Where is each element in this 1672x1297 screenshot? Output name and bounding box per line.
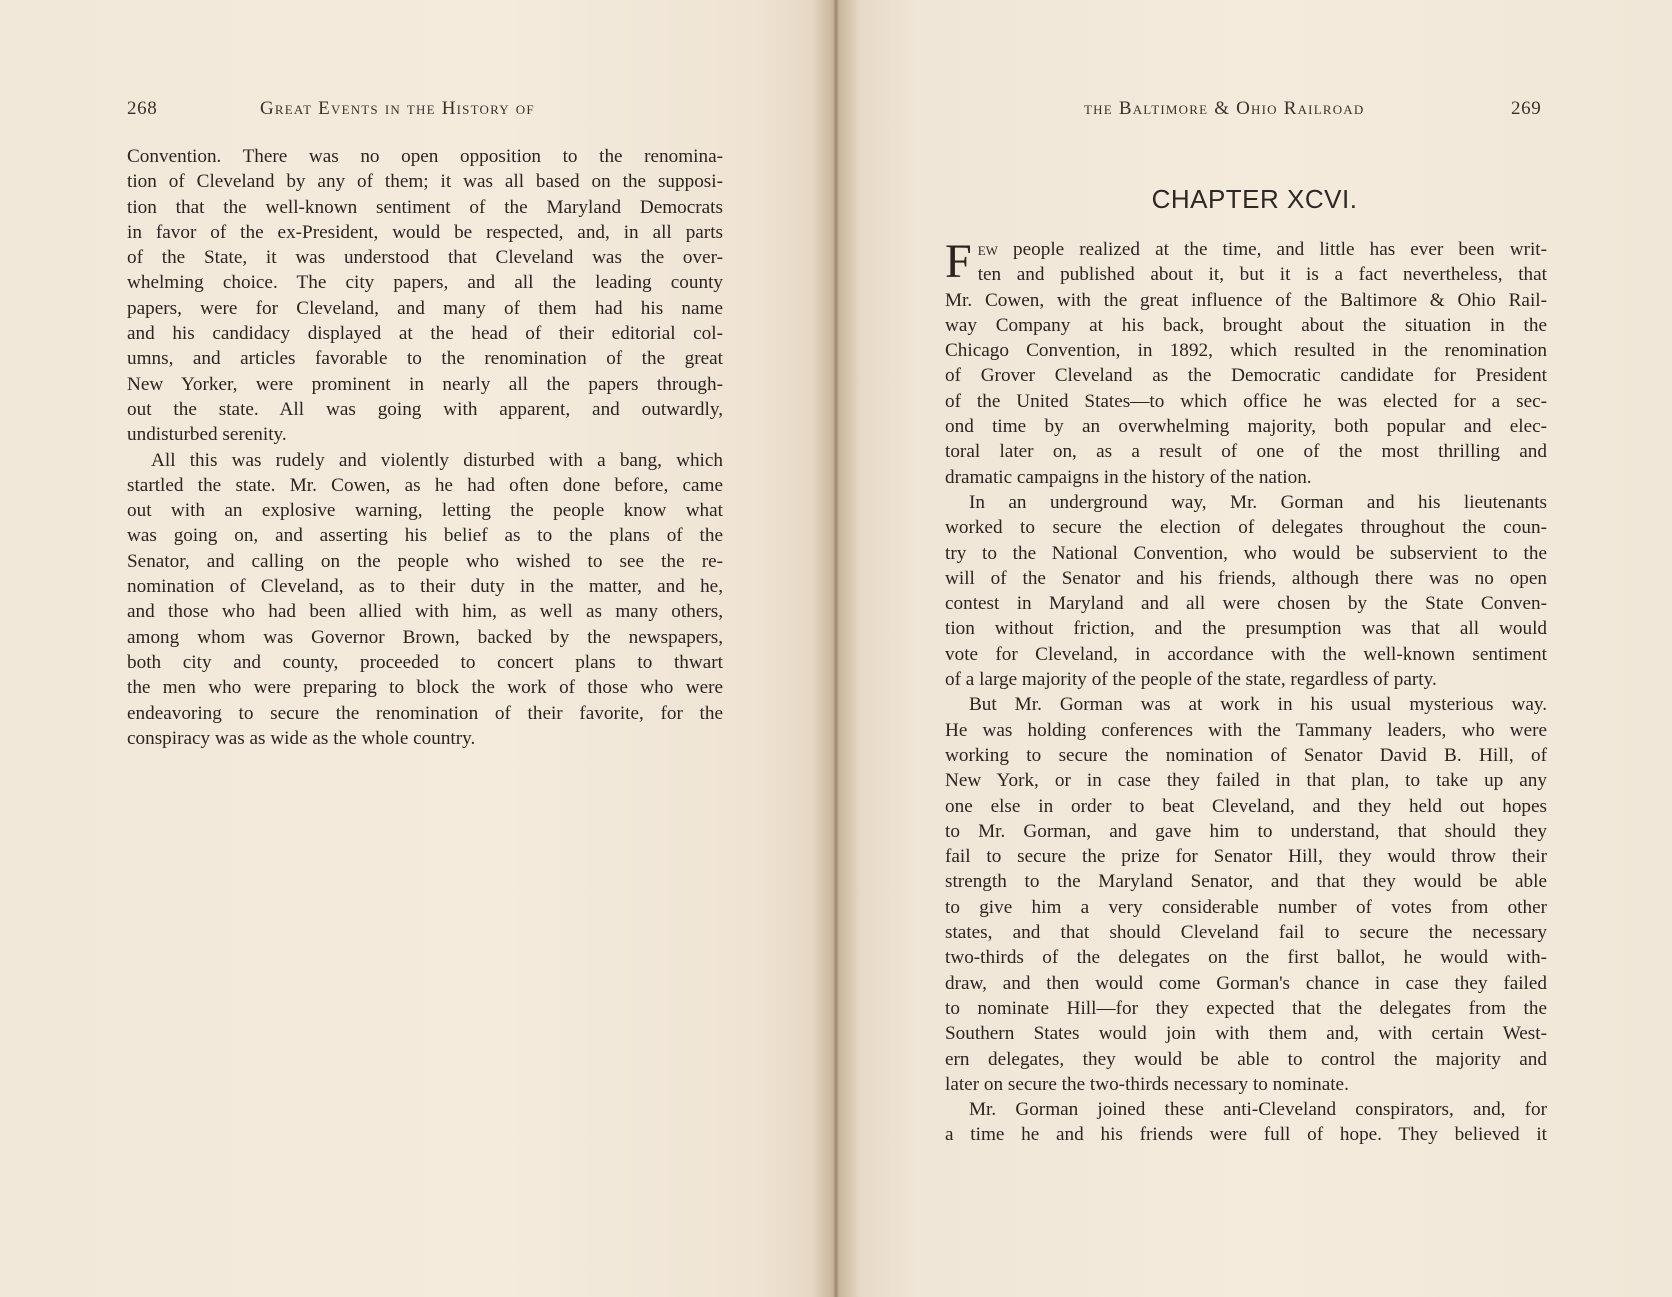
text-line: draw, and then would come Gorman's chance in case they failed — [945, 972, 1547, 994]
text-line: New Yorker, were prominent in nearly all the papers through- — [127, 373, 723, 395]
running-head-right-text: the Baltimore & Ohio Railroad — [1084, 98, 1365, 119]
paragraph-1-right-cont — [945, 288, 1547, 490]
text-line: out the state. All was going with apparent, and outwardly, — [127, 398, 723, 420]
text-line: of the United States—to which office he was elected for a sec- — [945, 390, 1547, 412]
text-line: Chicago Convention, in 1892, which resulted in the renomination — [945, 340, 1547, 362]
text-line: He was holding conferences with the Tammany leaders, who were — [945, 719, 1547, 741]
left-page-text — [127, 144, 723, 751]
paragraph-2-left — [127, 448, 723, 752]
text-line: Convention. There was no open opposition to the renomina- — [127, 146, 723, 167]
text-line: later on secure the two-thirds necessary to nominate. — [945, 1073, 1349, 1095]
paragraph-3-right — [945, 692, 1547, 1097]
text-line: working to secure the nomination of Senator David B. Hill, of — [945, 744, 1547, 766]
text-line: All this was rudely and violently disturbed with a bang, which — [151, 449, 723, 471]
text-line: worked to secure the election of delegates throughout the coun- — [945, 517, 1547, 539]
right-page — [837, 0, 1672, 1297]
text-line: to nominate Hill—for they expected that the delegates from the — [945, 997, 1547, 1019]
text-line: a time he and his friends were full of hope. They believed it — [945, 1124, 1547, 1146]
text-line: strength to the Maryland Senator, and that they would be able — [945, 871, 1547, 893]
text-line: of Grover Cleveland as the Democratic candidate for President — [945, 365, 1547, 387]
text-line: both city and county, proceeded to concert plans to thwart — [127, 651, 723, 673]
text-line: fail to secure the prize for Senator Hill, they would throw their — [945, 846, 1547, 868]
text-line: vote for Cleveland, in accordance with the well-known sentiment — [945, 643, 1547, 665]
text-line: states, and that should Cleveland fail to secure the necessary — [945, 922, 1547, 944]
text-line: Mr. Gorman joined these anti-Cleveland conspirators, and, for — [969, 1099, 1547, 1121]
text-line: Southern States would join with them and, with certain West- — [945, 1023, 1547, 1045]
text-line: of the State, it was understood that Cleveland was the over- — [127, 247, 723, 269]
running-head-left-text: Great Events in the History of — [260, 98, 535, 119]
text-line: tion that the well-known sentiment of the Maryland Democrats — [127, 196, 723, 218]
text-line: whelming choice. The city papers, and all the leading county — [127, 272, 723, 294]
text-line: contest in Maryland and all were chosen by the State Conven- — [945, 593, 1547, 615]
text-line: way Company at his back, brought about the situation in the — [945, 314, 1547, 336]
text-line: will of the Senator and his friends, although there was no open — [945, 567, 1547, 589]
text-line: umns, and articles favorable to the renomination of the great — [127, 348, 723, 370]
text-line: But Mr. Gorman was at work in his usual mysterious way. — [969, 694, 1547, 716]
text-line: In an underground way, Mr. Gorman and his lieutenants — [969, 491, 1547, 513]
page-number-left: 268 — [127, 98, 158, 119]
paragraph-4-right — [945, 1097, 1547, 1148]
text-line: was going on, and asserting his belief as to the plans of the — [127, 525, 723, 547]
text-line: New York, or in case they failed in that plan, to take up any — [945, 770, 1547, 792]
text-line: startled the state. Mr. Cowen, as he had often done before, came — [127, 474, 723, 496]
paragraph-1-right — [945, 237, 1547, 490]
text-line: out with an explosive warning, letting the people know what — [127, 500, 723, 522]
page-number-right: 269 — [1511, 98, 1542, 119]
text-line: ern delegates, they would be able to control the majority and — [945, 1048, 1547, 1070]
text-line: papers, were for Cleveland, and many of them had his name — [127, 297, 723, 319]
running-head-left — [260, 98, 535, 120]
text-line: ond time by an overwhelming majority, both popular and elec- — [945, 416, 1547, 438]
text-line: two-thirds of the delegates on the first ballot, he would with- — [945, 947, 1547, 969]
running-head-right — [1084, 98, 1364, 120]
text-line: to give him a very considerable number of votes from other — [945, 896, 1547, 918]
text-line: dramatic campaigns in the history of the nation. — [945, 466, 1312, 488]
text-line: Mr. Cowen, with the great influence of the Baltimore & Ohio Rail- — [945, 289, 1547, 311]
text-line: the men who were preparing to block the work of those who were — [127, 677, 723, 699]
text-line: nomination of Cleveland, as to their duty in the matter, and he, — [127, 576, 723, 598]
text-line: undisturbed serenity. — [127, 424, 287, 446]
text-line: try to the National Convention, who would be subservient to the — [945, 542, 1547, 564]
text-line: to Mr. Gorman, and gave him to understand, that should they — [945, 820, 1547, 842]
text-line: in favor of the ex-President, would be respected, and, in all parts — [127, 221, 723, 243]
text-line: and those who had been allied with him, as well as many others, — [127, 601, 723, 623]
text-line: of a large majority of the people of the state, regardless of party. — [945, 669, 1437, 691]
text-line: among whom was Governor Brown, backed by the newspapers, — [127, 626, 723, 648]
text-line: tion of Cleveland by any of them; it was all based on the supposi- — [127, 171, 723, 193]
text-line: toral later on, as a result of one of the most thrilling and — [945, 441, 1547, 463]
text-line: one else in order to beat Cleveland, and they held out hopes — [945, 795, 1547, 817]
paragraph-2-right — [945, 490, 1547, 692]
drop-cap: F — [945, 235, 972, 288]
chapter-title: CHAPTER XCVI. — [1151, 184, 1358, 214]
text-line: endeavoring to secure the renomination of their favorite, for the — [127, 702, 723, 724]
text-line: ten and published about it, but it is a fact nevertheless, that — [977, 264, 1547, 286]
text-line: ew people realized at the time, and little has ever been writ- — [977, 239, 1548, 260]
text-line: tion without friction, and the presumption was that all would — [945, 618, 1547, 640]
right-page-text — [945, 237, 1547, 1148]
paragraph-1-left — [127, 144, 723, 448]
left-page — [0, 0, 835, 1297]
text-line: conspiracy was as wide as the whole country. — [127, 727, 476, 749]
text-line: and his candidacy displayed at the head of their editorial col- — [127, 323, 723, 345]
text-line: Senator, and calling on the people who wished to see the re- — [127, 550, 723, 572]
